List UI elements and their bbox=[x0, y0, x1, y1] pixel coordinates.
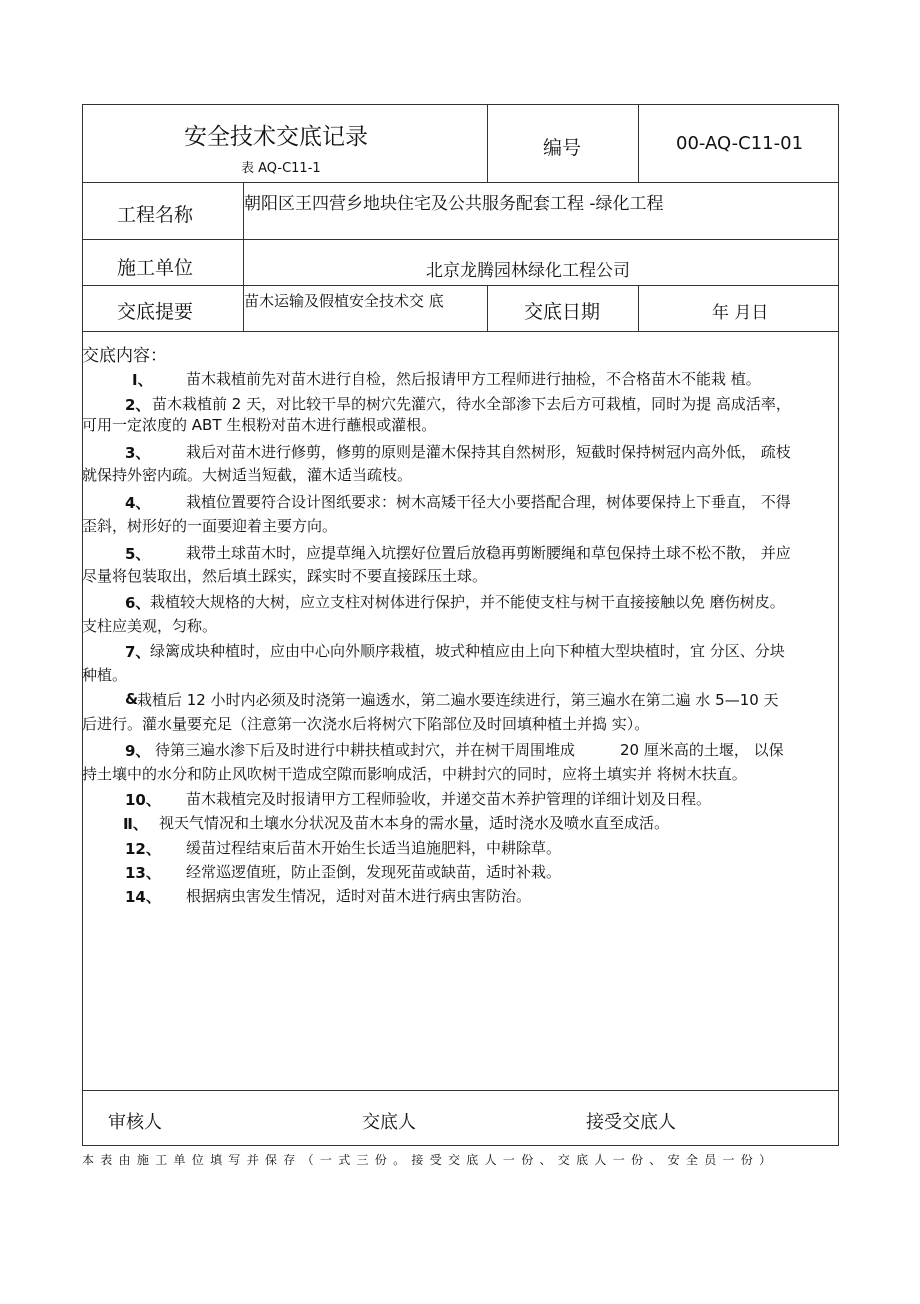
receiver-label: 接受交底人 bbox=[586, 1112, 676, 1133]
date-label: 交底日期 bbox=[524, 301, 601, 323]
item-text: 视天气情况和土壤水分状况及苗木本身的需水量，适时浇水及喷水直至成活。 bbox=[159, 814, 670, 832]
item-number: 2、 bbox=[125, 396, 151, 414]
reviewer-label: 审核人 bbox=[108, 1112, 162, 1133]
item-number: Ⅰ、 bbox=[132, 371, 153, 389]
item-text: 栽带土球苗木时，应提草绳入坑摆好位置后放稳再剪断腰绳和草包保持土球不松不散， 并应 bbox=[186, 544, 791, 562]
item-number: 5、 bbox=[125, 545, 151, 563]
content-heading: 交底内容： bbox=[82, 346, 167, 366]
summary-value: 苗木运输及假植安全技术交 底 bbox=[244, 292, 444, 310]
summary-label: 交底提要 bbox=[117, 301, 194, 323]
item-number: 14、 bbox=[125, 888, 161, 906]
row-divider bbox=[82, 239, 839, 240]
number-value: 00-AQ-C11-01 bbox=[676, 133, 804, 154]
row-divider bbox=[82, 285, 839, 286]
item-text: 后进行。灌水量要充足（注意第一次浇水后将树穴下陷部位及时回填种植土并捣 实）。 bbox=[82, 715, 650, 733]
row-divider bbox=[82, 1090, 839, 1091]
row-divider bbox=[82, 182, 839, 183]
item-text: 支柱应美观，匀称。 bbox=[82, 617, 218, 635]
item-text: 就保持外密内疏。大树适当短截，灌木适当疏枝。 bbox=[82, 466, 413, 484]
item-number: 7、 bbox=[125, 643, 151, 661]
col-divider bbox=[487, 285, 488, 331]
table-code: 表 AQ-C11-1 bbox=[241, 161, 321, 176]
item-text: 歪斜，树形好的一面要迎着主要方向。 bbox=[82, 517, 338, 535]
item-text: 可用一定浓度的 ABT 生根粉对苗木进行蘸根或灌根。 bbox=[82, 416, 437, 434]
item-number: 3、 bbox=[125, 444, 151, 462]
date-value: 年 月日 bbox=[712, 303, 769, 323]
item-text: 缓苗过程结束后苗木开始生长适当追施肥料，中耕除草。 bbox=[186, 839, 562, 857]
number-label: 编号 bbox=[543, 137, 582, 159]
item-text: 苗木栽植完及时报请甲方工程师验收，并递交苗木养护管理的详细计划及日程。 bbox=[186, 790, 712, 808]
item-text: 苗木栽植前 2 天，对比较干旱的树穴先灌穴，待水全部渗下去后方可栽植，同时为提 高成活率， bbox=[152, 395, 791, 413]
footer-note: 本表由施工单位填写并保存（一式三份。接受交底人一份、交底人一份、安全员一份） bbox=[82, 1153, 778, 1167]
item-number: 12、 bbox=[125, 840, 161, 858]
item-text: 栽植位置要符合设计图纸要求：树木高矮干径大小要搭配合理，树体要保持上下垂直， 不得 bbox=[186, 493, 791, 511]
item-text: 栽植后 12 小时内必须及时浇第一遍透水，第二遍水要连续进行，第三遍水在第二遍 水 5—10 天 bbox=[137, 691, 779, 709]
item-number: 9、 bbox=[125, 742, 151, 760]
item-text: 绿篱成块种植时，应由中心向外顺序栽植，坡式种植应由上向下种植大型块植时，宜 分区、分块 bbox=[150, 642, 785, 660]
col-divider bbox=[638, 104, 639, 182]
item-number: 6、 bbox=[125, 594, 151, 612]
item-text: 栽后对苗木进行修剪，修剪的原则是灌木保持其自然树形，短截时保持树冠内高外低， 疏枝 bbox=[186, 443, 791, 461]
item-text: 根据病虫害发生情况，适时对苗木进行病虫害防治。 bbox=[186, 887, 532, 905]
item-number: 13、 bbox=[125, 864, 161, 882]
item-text: 经常巡逻值班，防止歪倒，发现死苗或缺苗，适时补栽。 bbox=[186, 863, 562, 881]
item-number: 4、 bbox=[125, 494, 151, 512]
document-title: 安全技术交底记录 bbox=[184, 124, 368, 150]
project-label: 工程名称 bbox=[117, 204, 194, 226]
unit-value: 北京龙腾园林绿化工程公司 bbox=[426, 261, 630, 281]
discloser-label: 交底人 bbox=[362, 1112, 416, 1133]
item-text: 种植。 bbox=[82, 666, 128, 684]
item-number: Ⅱ、 bbox=[123, 815, 148, 833]
col-divider bbox=[638, 285, 639, 331]
item-text: 待第三遍水渗下后及时进行中耕扶植或封穴，并在树干周围堆成 20 厘米高的土堰， 以保 bbox=[155, 741, 784, 759]
col-divider bbox=[487, 104, 488, 182]
item-text: 尽量将包装取出，然后填土踩实，踩实时不要直接踩压土球。 bbox=[82, 567, 488, 585]
unit-label: 施工单位 bbox=[117, 257, 194, 279]
item-text: 持土壤中的水分和防止风吹树干造成空隙而影响成活，中耕封穴的同时，应将土填实并 将树木扶直。 bbox=[82, 765, 747, 783]
item-number: & bbox=[125, 690, 139, 708]
item-text: 栽植较大规格的大树，应立支柱对树体进行保护，并不能使支柱与树干直接接触以免 磨伤树皮。 bbox=[150, 593, 785, 611]
item-number: 10、 bbox=[125, 791, 161, 809]
item-text: 苗木栽植前先对苗木进行自检，然后报请甲方工程师进行抽检，不合格苗木不能栽 植。 bbox=[186, 370, 761, 388]
row-divider bbox=[82, 331, 839, 332]
project-value: 朝阳区王四营乡地块住宅及公共服务配套工程 -绿化工程 bbox=[244, 194, 664, 214]
